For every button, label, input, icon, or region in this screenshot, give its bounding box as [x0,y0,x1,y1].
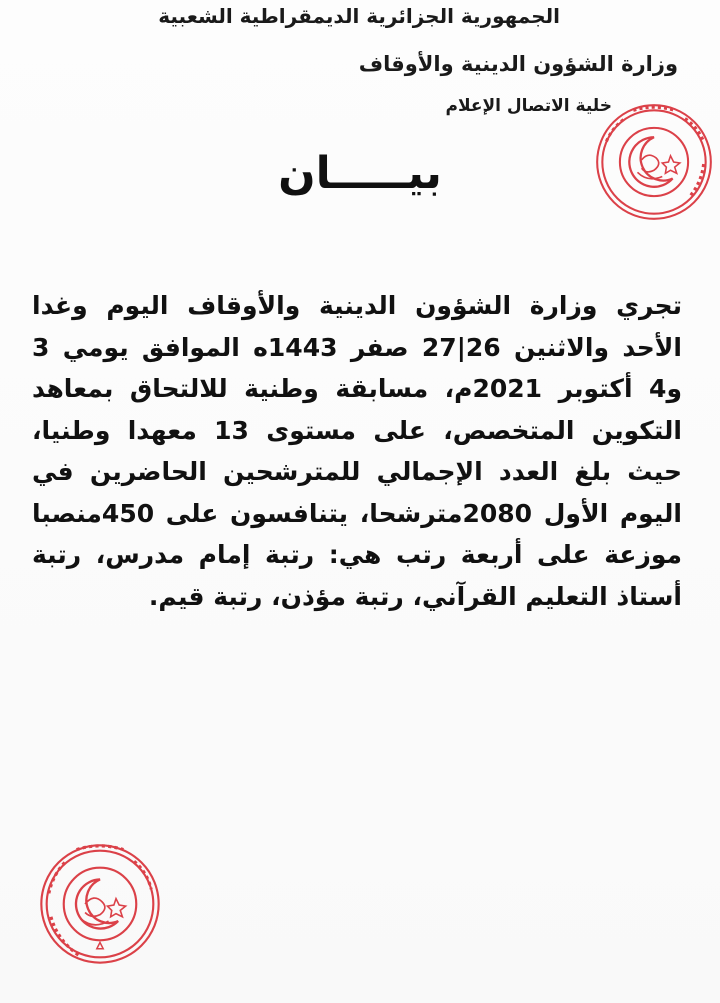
document-title: بيـــــان [278,148,442,199]
statement-body: تجري وزارة الشؤون الدينية والأوقاف اليوم وغدا الأحد والاثنين 26|27 صفر 1443ه الموافق يومي 3 و4 أكتوبر 2021م، مسابقة وطنية للالتحاق بمعاهد التكوين المتخصص، على مستوى 13 معهدا وطنيا، حيث بلغ العدد الإجمالي للمترشحين الحاضرين في اليوم الأول 2080مترشحا، يتنافسون على 450منصبا موزعة على أربعة رتب هي: رتبة إمام مدرس، رتبة أستاذ التعليم القرآني، رتبة مؤذن، رتبة قيم. [32,291,683,611]
official-seal-icon [36,840,164,968]
ministry-name: وزارة الشؤون الدينية والأوقاف [358,52,678,76]
country-name: الجمهورية الجزائرية الديمقراطية الشعبية [158,4,560,28]
department-name: خلية الاتصال الإعلام [445,96,612,116]
